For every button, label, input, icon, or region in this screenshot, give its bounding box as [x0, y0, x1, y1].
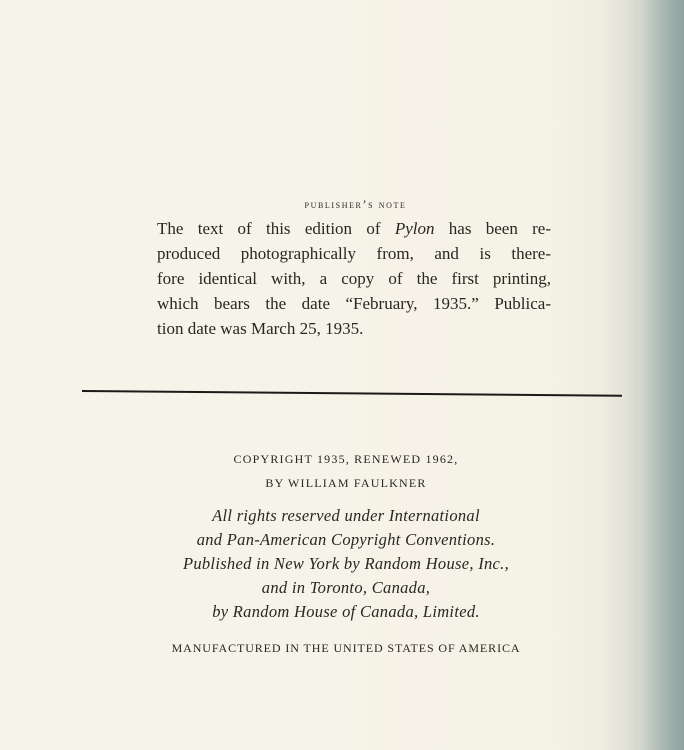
note-line-2: produced photographically from, and is there-: [157, 244, 551, 263]
note-line-4: which bears the date “February, 1935.” Publica-: [157, 294, 551, 313]
rights-line-1: All rights reserved under International: [212, 506, 480, 525]
note-line-3: fore identical with, a copy of the first printing,: [157, 269, 551, 288]
publishers-note-heading: publisher’s note: [304, 197, 407, 211]
rights-line-5: by Random House of Canada, Limited.: [212, 602, 480, 621]
page-gutter-shadow: [624, 0, 638, 750]
note-line-5: tion date was March 25, 1935.: [157, 319, 364, 338]
copyright-author: BY WILLIAM FAULKNER: [265, 476, 427, 490]
horizontal-rule: [82, 390, 622, 397]
copyright-line: COPYRIGHT 1935, RENEWED 1962,: [233, 452, 459, 466]
publishers-note-text: [157, 216, 551, 341]
rights-line-4: and in Toronto, Canada,: [261, 578, 431, 597]
note-line-1: The text of this edition of Pylon has been re-: [157, 219, 551, 238]
rights-line-3: Published in New York by Random House, Inc.,: [182, 554, 510, 573]
manufactured-notice: MANUFACTURED IN THE UNITED STATES OF AMERICA: [171, 641, 521, 655]
rights-statement: [0, 504, 684, 624]
binding-edge: [638, 0, 684, 750]
rights-line-2: and Pan-American Copyright Conventions.: [196, 530, 496, 549]
